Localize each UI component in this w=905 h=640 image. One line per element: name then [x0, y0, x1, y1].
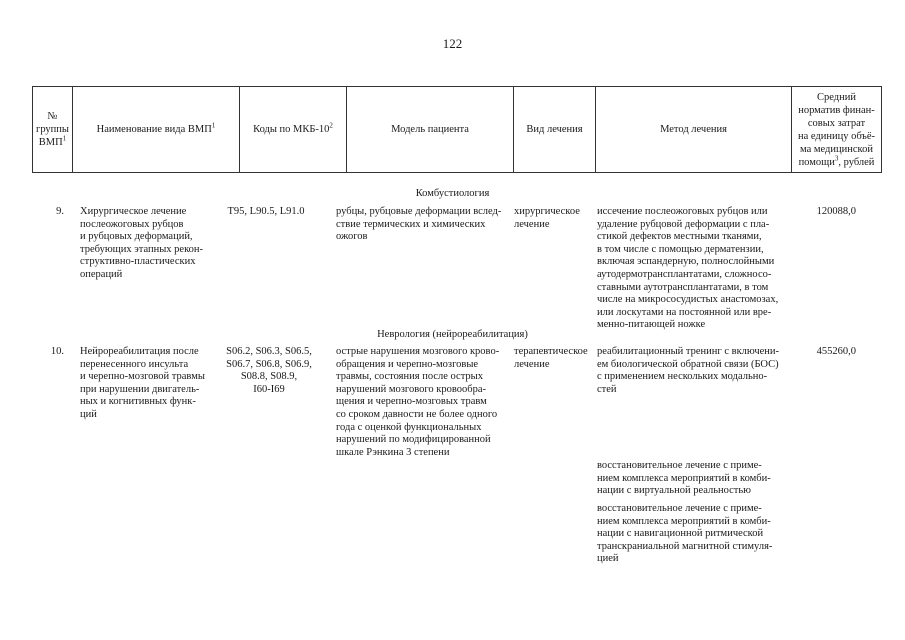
row-vmp-name: Хирургическое лечение послеожоговых рубцов и рубцовых деформаций, требующих этапных рекон- структивно-пластических операций [80, 206, 204, 280]
row-treatment-method: восстановительное лечение с приме- нием комплекса мероприятий в комби- нации с навигационной ритмической транскраниальной магнитной стимуля- цией [597, 503, 773, 565]
header-group-number-label: № группы ВМП [36, 111, 69, 148]
row-cost: 120088,0 [816, 206, 856, 217]
page-number: 122 [442, 36, 463, 51]
row-treatment-method: реабилитационный тренинг с включени- ем биологической обратной связи (БОС) с применением нескольких модально- стей [597, 346, 780, 395]
header-method [595, 87, 791, 172]
header-name-label: Наименование вида ВМП [96, 124, 212, 135]
header-name [72, 87, 239, 172]
row-treatment-type: хирургическое лечение [514, 206, 580, 230]
row-patient-model: острые нарушения мозгового крово- обращения и черепно-мозговые травмы, состояния после острых нарушений мозгового кровообра- щения и черепно-мозговых травм со сроком давности не более одного года с оценкой функциональных нарушений по модифицированной шкале Рэнкина 3 степени [336, 346, 500, 458]
header-codes-footnote: 2 [329, 121, 333, 130]
row-icd-codes: S06.2, S06.3, S06.5, S06.7, S06.8, S06.9, S08.8, S08.9, I60-I69 [226, 346, 312, 395]
header-cost-label: Средний норматив финан- совых затрат на единицу объё- ма медицинской помощи [797, 91, 876, 168]
header-cost-unit: , рублей [838, 156, 875, 168]
header-codes-label: Коды по МКБ-10 [253, 124, 330, 135]
header-codes [239, 87, 346, 172]
header-treatment-type [513, 87, 595, 172]
header-name-footnote: 1 [211, 121, 216, 130]
header-patient-model [346, 87, 513, 172]
header-method-label: Метод лечения [660, 124, 727, 135]
table-header [32, 86, 882, 173]
section-title: Неврология (нейрореабилитация) [377, 329, 528, 340]
row-treatment-method: восстановительное лечение с приме- нием комплекса мероприятий в комби- нации с виртуальной реальностью [597, 460, 771, 497]
row-vmp-name: Нейрореабилитация после перенесенного инсульта и черепно-мозговой травмы при нарушении двигатель- ных и когнитивных функ- ций [80, 346, 205, 420]
row-treatment-type: терапевтическое лечение [514, 346, 588, 370]
header-cost-footnote: 3 [834, 154, 839, 162]
section-title: Комбустиология [415, 188, 490, 199]
header-treatment-type-label: Вид лечения [526, 124, 583, 135]
row-icd-codes: T95, L90.5, L91.0 [227, 206, 305, 217]
row-treatment-method: иссечение послеожоговых рубцов или удаление рубцовой деформации с пла- стикой дефектов местными тканями, в том числе с помощью дерматензии, включая эспандерную, полнослойными аутодермотрансплантатами, сложносо- ставными аутотрансплантатами, в том числе на микрососудистых анастомозах, или лоскутами на постоянной или вре- менно-питающей ножке [597, 206, 779, 331]
row-patient-model: рубцы, рубцовые деформации вслед- ствие термических и химических ожогов [336, 206, 502, 243]
row-number: 10. [50, 346, 64, 357]
header-cost [791, 87, 882, 172]
header-group-number-footnote: 1 [62, 134, 67, 143]
row-number: 9. [56, 206, 64, 217]
header-patient-model-label: Модель пациента [391, 124, 469, 135]
row-cost: 455260,0 [816, 346, 856, 357]
header-group-number [32, 87, 72, 172]
